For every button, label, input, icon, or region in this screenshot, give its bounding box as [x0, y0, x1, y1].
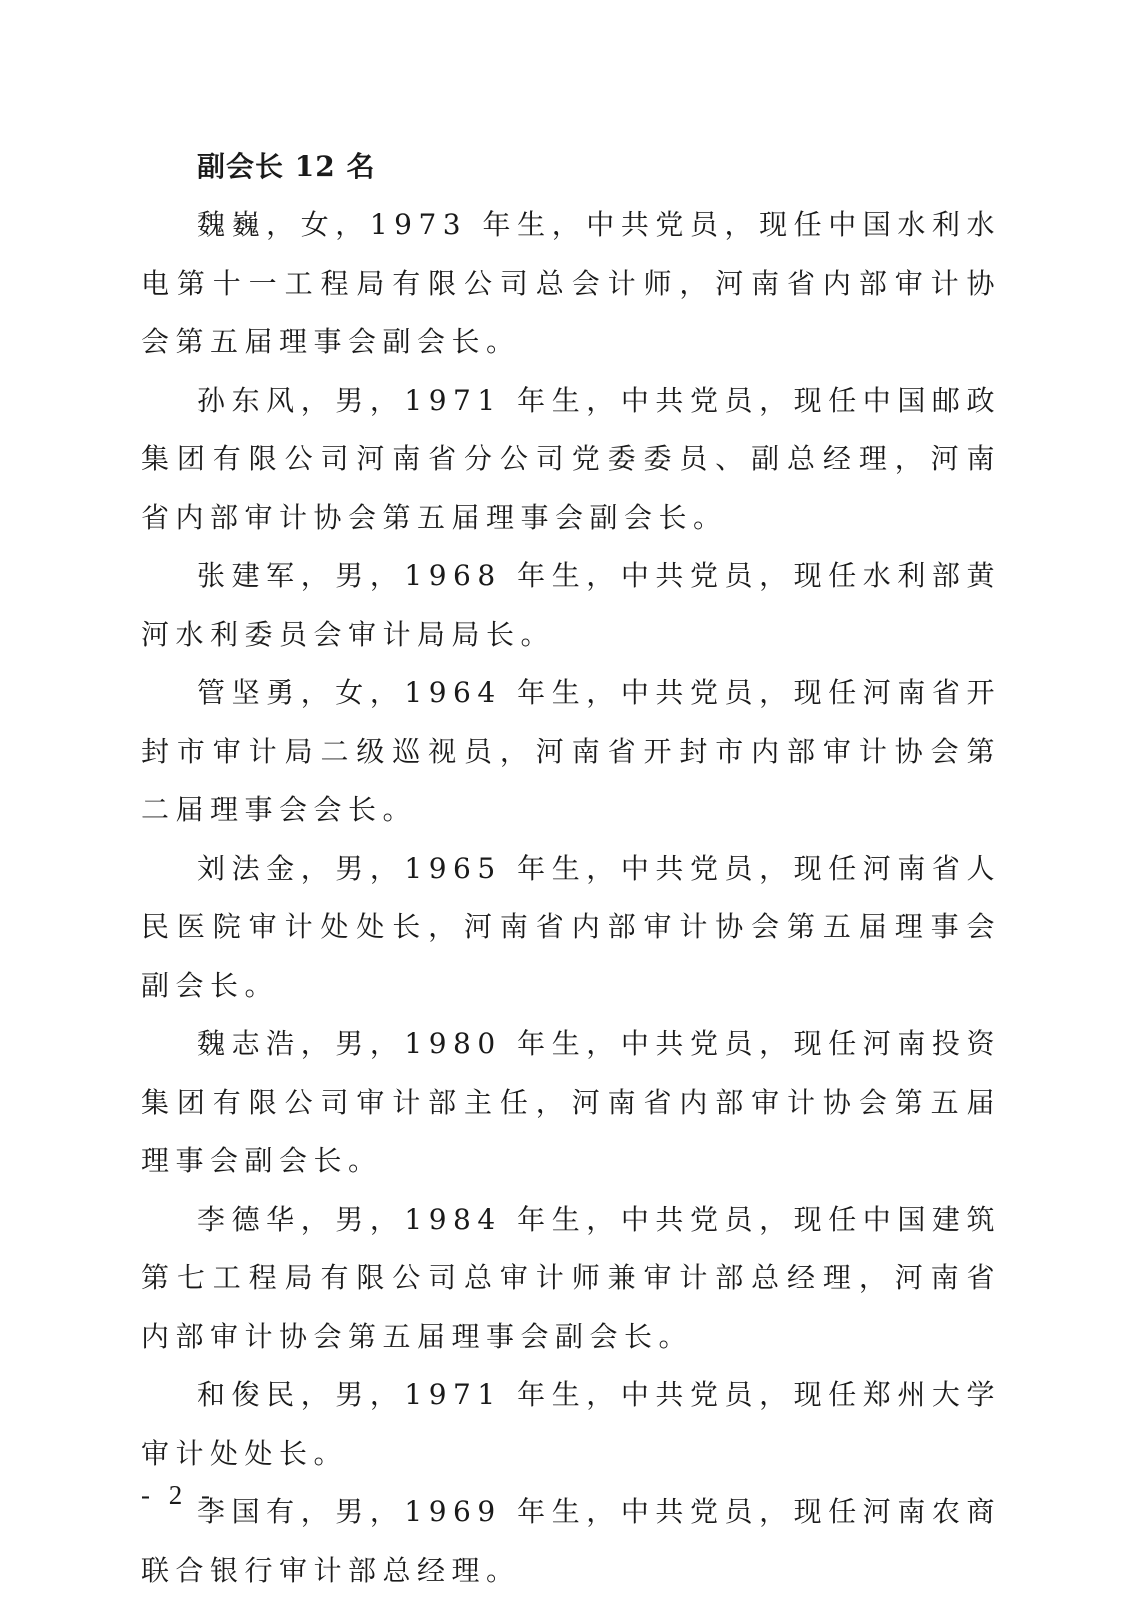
page-number: - 2 -	[141, 1480, 216, 1510]
section-heading: 副会长 12 名	[197, 150, 376, 183]
member-entry: 魏志浩，男，1980 年生，中共党员，现任河南投资集团有限公司审计部主任，河南省内部审计协会第五届理事会副会长。	[141, 1027, 1001, 1177]
member-entry: 和俊民，男，1971 年生，中共党员，现任郑州大学审计处处长。	[141, 1378, 1001, 1470]
member-entry: 李国有，男，1969 年生，中共党员，现任河南农商联合银行审计部总经理。	[141, 1495, 1001, 1587]
member-entry: 魏巍，女，1973 年生，中共党员，现任中国水利水电第十一工程局有限公司总会计师，河南省内部审计协会第五届理事会副会长。	[141, 208, 1001, 358]
member-entry: 刘法金，男，1965 年生，中共党员，现任河南省人民医院审计处处长，河南省内部审计协会第五届理事会副会长。	[141, 851, 1001, 1002]
member-entry: 孙东风，男，1971 年生，中共党员，现任中国邮政集团有限公司河南省分公司党委委员、副总经理，河南省内部审计协会第五届理事会副会长。	[141, 383, 1001, 534]
member-entry: 管坚勇，女，1964 年生，中共党员，现任河南省开封市审计局二级巡视员，河南省开封市内部审计协会第二届理事会会长。	[141, 676, 1001, 826]
document-body	[141, 138, 1001, 1600]
member-entry: 张建军，男，1968 年生，中共党员，现任水利部黄河水利委员会审计局局长。	[141, 559, 1001, 651]
member-entry: 李德华，男，1984 年生，中共党员，现任中国建筑第七工程局有限公司总审计师兼审计部总经理，河南省内部审计协会第五届理事会副会长。	[141, 1202, 1001, 1353]
